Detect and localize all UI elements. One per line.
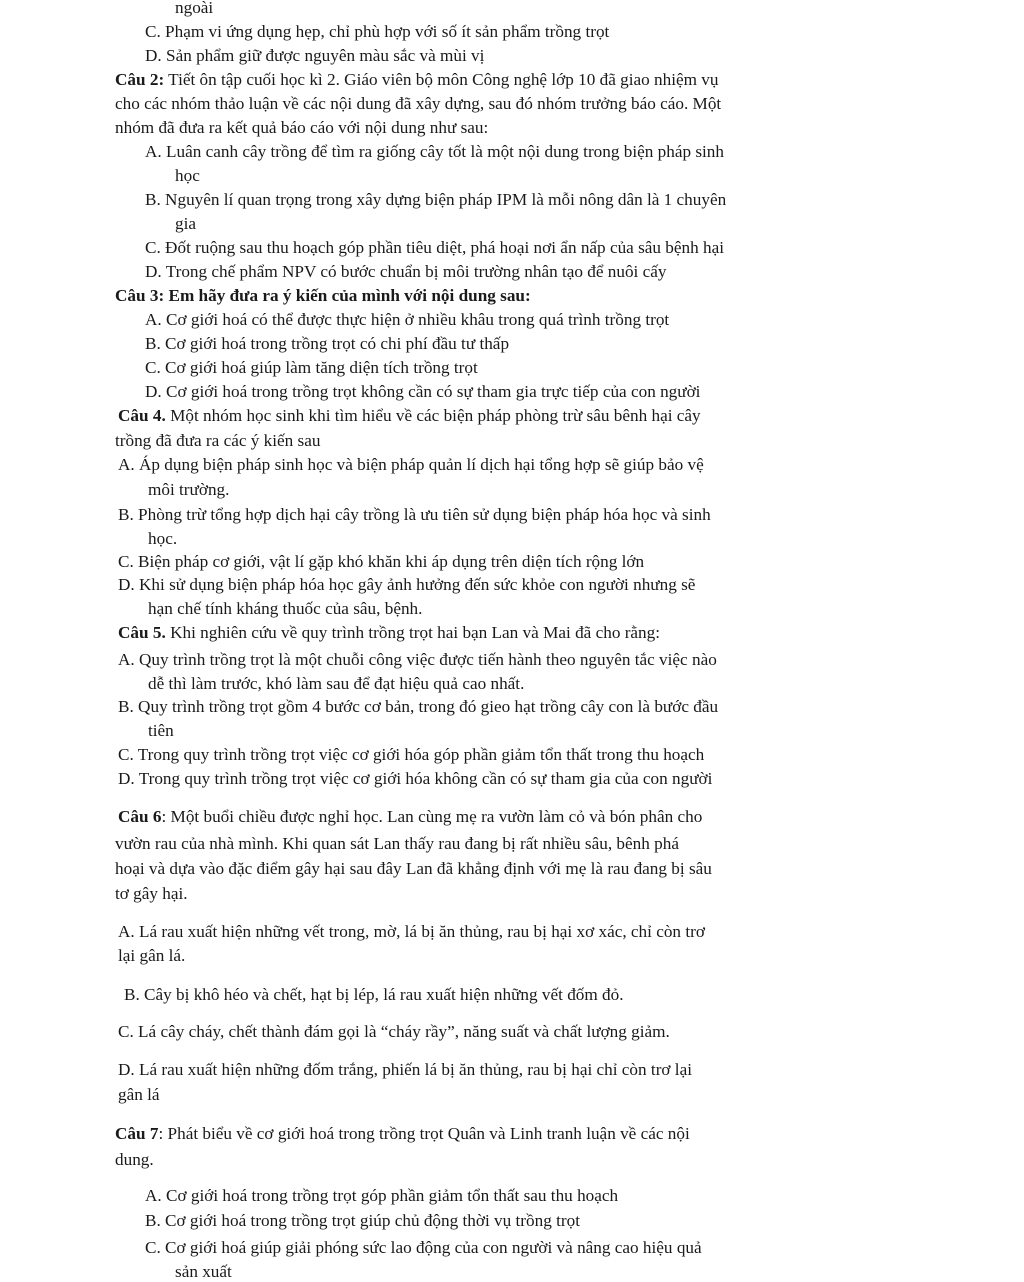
question-6-option-a: A. Lá rau xuất hiện những vết trong, mờ, lá bị ăn thủng, rau bị hại xơ xác, chỉ còn trơ — [118, 922, 705, 941]
previous-question-continuation: ngoài — [175, 0, 214, 17]
question-4-option-d: D. Khi sử dụng biện pháp hóa học gây ảnh hưởng đến sức khỏe con người nhưng sẽ — [118, 575, 696, 594]
question-5-option-d: D. Trong quy trình trồng trọt việc cơ giới hóa không cần có sự tham gia của con người — [118, 769, 713, 788]
question-2-option-b: B. Nguyên lí quan trọng trong xây dựng biện pháp IPM là mỗi nông dân là 1 chuyên — [145, 190, 727, 209]
question-2-option-d: D. Trong chế phẩm NPV có bước chuẩn bị môi trường nhân tạo để nuôi cấy — [145, 262, 667, 281]
question-4-label: Câu 4. — [118, 406, 166, 425]
question-5-option-b: B. Quy trình trồng trọt gồm 4 bước cơ bản, trong đó gieo hạt trồng cây con là bước đầu — [118, 697, 719, 716]
question-4-option-d-cont: hạn chế tính kháng thuốc của sâu, bệnh. — [148, 599, 423, 618]
question-3-option-d: D. Cơ giới hoá trong trồng trọt không cần có sự tham gia trực tiếp của con người — [145, 382, 701, 401]
question-7-option-c: C. Cơ giới hoá giúp giải phóng sức lao động của con người và nâng cao hiệu quả — [145, 1238, 702, 1257]
question-3-option-b: B. Cơ giới hoá trong trồng trọt có chi phí đầu tư thấp — [145, 334, 510, 353]
question-6-stem-line-2: vườn rau của nhà mình. Khi quan sát Lan thấy rau đang bị rất nhiều sâu, bênh phá — [115, 834, 679, 853]
previous-option-c: C. Phạm vi ứng dụng hẹp, chỉ phù hợp với số ít sản phẩm trồng trọt — [145, 22, 610, 41]
question-2-option-c: C. Đốt ruộng sau thu hoạch góp phần tiêu diệt, phá hoại nơi ẩn nấp của sâu bệnh hại — [145, 238, 725, 257]
question-7-stem-line-2: dung. — [115, 1150, 154, 1169]
question-6-option-a-cont: lại gân lá. — [118, 946, 186, 965]
question-5-option-c: C. Trong quy trình trồng trọt việc cơ giới hóa góp phần giảm tổn thất trong thu hoạch — [118, 745, 705, 764]
question-3-stem: Câu 3: Em hãy đưa ra ý kiến của mình với nội dung sau: — [115, 286, 531, 305]
question-2-stem-line-1: Câu 2: Tiết ôn tập cuối học kì 2. Giáo viên bộ môn Công nghệ lớp 10 đã giao nhiệm vụ — [115, 70, 719, 89]
question-6-stem-line-3: hoại và dựa vào đặc điểm gây hại sau đây Lan đã khẳng định với mẹ là rau đang bị sâu — [115, 859, 712, 878]
question-4-stem-line-1: Câu 4. Một nhóm học sinh khi tìm hiểu về các biện pháp phòng trừ sâu bênh hại cây — [118, 406, 701, 425]
question-7-option-a: A. Cơ giới hoá trong trồng trọt góp phần giảm tổn thất sau thu hoạch — [145, 1186, 619, 1205]
question-7-label: Câu 7 — [115, 1124, 159, 1143]
question-2-label: Câu 2: — [115, 70, 165, 89]
question-3-option-c: C. Cơ giới hoá giúp làm tăng diện tích trồng trọt — [145, 358, 478, 377]
question-4-option-b-cont: học. — [148, 529, 178, 548]
question-5-option-a: A. Quy trình trồng trọt là một chuỗi công việc được tiến hành theo nguyên tắc việc nào — [118, 650, 717, 669]
question-6-option-b: B. Cây bị khô héo và chết, hạt bị lép, lá rau xuất hiện những vết đốm đỏ. — [124, 985, 624, 1004]
question-6-stem-line-1: Câu 6: Một buổi chiều được nghỉ học. Lan cùng mẹ ra vườn làm cỏ và bón phân cho — [118, 807, 703, 826]
question-6-option-d-cont: gân lá — [118, 1085, 160, 1104]
question-4-option-b: B. Phòng trừ tổng hợp dịch hại cây trồng là ưu tiên sử dụng biện pháp hóa học và sinh — [118, 505, 711, 524]
question-2-option-b-cont: gia — [175, 214, 196, 233]
question-7-option-c-cont: sản xuất — [175, 1262, 232, 1281]
question-5-option-a-cont: dễ thì làm trước, khó làm sau để đạt hiệu quả cao nhất. — [148, 674, 525, 693]
question-3-option-a: A. Cơ giới hoá có thể được thực hiện ở nhiều khâu trong quá trình trồng trọt — [145, 310, 670, 329]
question-2-stem-line-2: cho các nhóm thảo luận về các nội dung đã xây dựng, sau đó nhóm trưởng báo cáo. Một — [115, 94, 722, 113]
question-7-option-b: B. Cơ giới hoá trong trồng trọt giúp chủ động thời vụ trồng trọt — [145, 1211, 580, 1230]
question-5-label: Câu 5. — [118, 623, 166, 642]
question-6-stem-line-4: tơ gây hại. — [115, 884, 188, 903]
question-5-stem: Câu 5. Khi nghiên cứu về quy trình trồng trọt hai bạn Lan và Mai đã cho rằng: — [118, 623, 661, 642]
question-6-label: Câu 6 — [118, 807, 162, 826]
question-5-option-b-cont: tiên — [148, 721, 174, 740]
question-4-stem-line-2: trồng đã đưa ra các ý kiến sau — [115, 431, 321, 450]
question-6-option-c: C. Lá cây cháy, chết thành đám gọi là “cháy rầy”, năng suất và chất lượng giảm. — [118, 1022, 670, 1041]
question-4-option-a-cont: môi trường. — [148, 480, 230, 499]
question-6-option-d: D. Lá rau xuất hiện những đốm trắng, phiến lá bị ăn thủng, rau bị hại chỉ còn trơ lại — [118, 1060, 692, 1079]
question-4-option-a: A. Áp dụng biện pháp sinh học và biện pháp quản lí dịch hại tổng hợp sẽ giúp bảo vệ — [118, 455, 704, 474]
question-2-option-a: A. Luân canh cây trồng để tìm ra giống cây tốt là một nội dung trong biện pháp sinh — [145, 142, 724, 161]
previous-option-d: D. Sản phẩm giữ được nguyên màu sắc và mùi vị — [145, 46, 485, 65]
question-4-option-c: C. Biện pháp cơ giới, vật lí gặp khó khăn khi áp dụng trên diện tích rộng lớn — [118, 552, 645, 571]
question-2-option-a-cont: học — [175, 166, 200, 185]
question-7-stem-line-1: Câu 7: Phát biểu về cơ giới hoá trong trồng trọt Quân và Linh tranh luận về các nội — [115, 1124, 690, 1143]
question-2-stem-line-3: nhóm đã đưa ra kết quả báo cáo với nội dung như sau: — [115, 118, 489, 137]
